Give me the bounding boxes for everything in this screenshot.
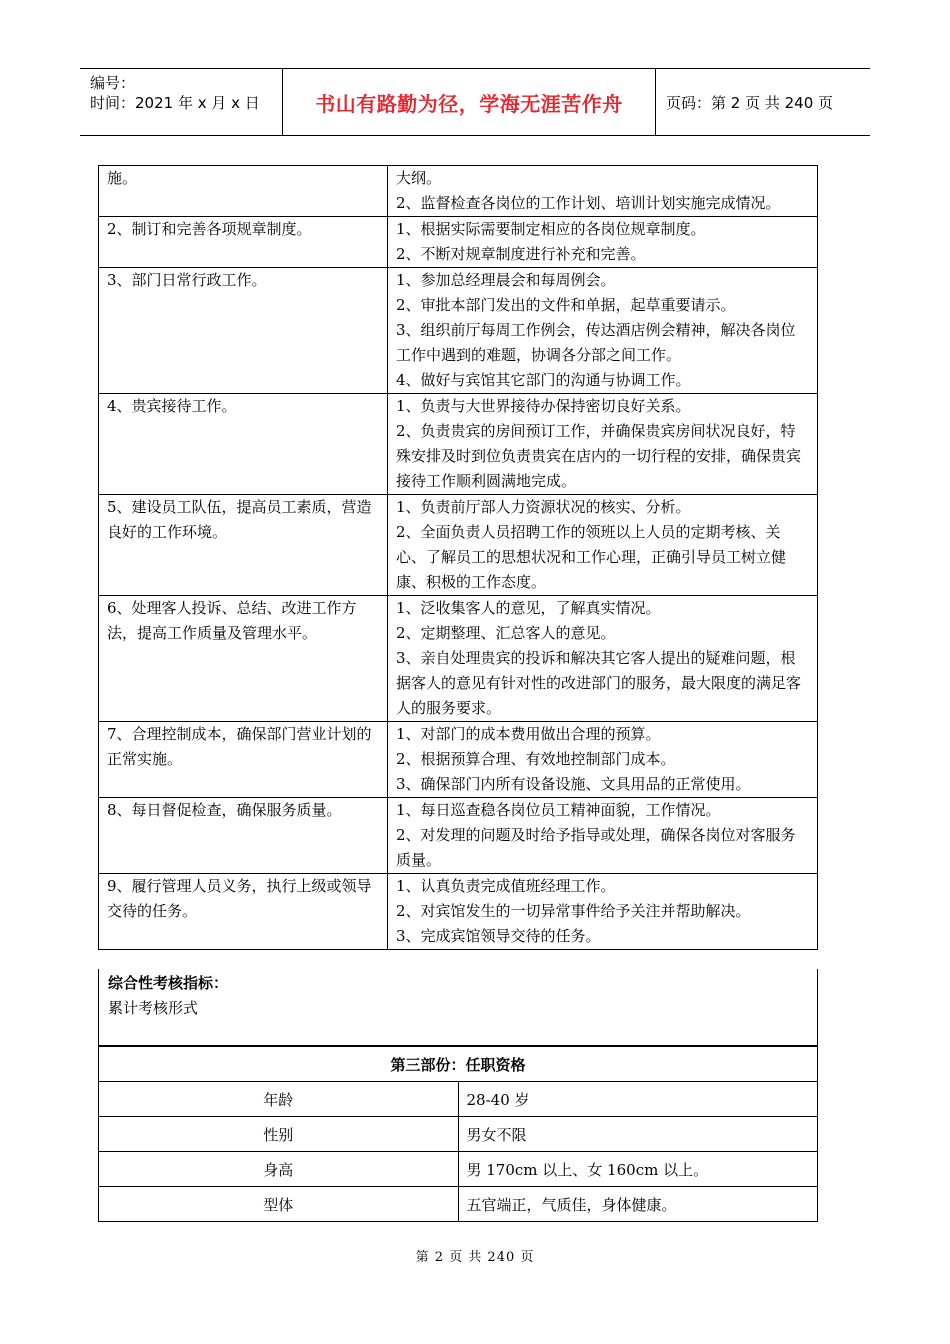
duty-task: 5、建设员工队伍，提高员工素质，营造良好的工作环境。: [99, 495, 388, 596]
duty-detail-line: 1、对部门的成本费用做出合理的预算。: [396, 725, 661, 743]
duty-details: [388, 394, 818, 495]
qualifications-table: [98, 1046, 818, 1222]
duty-detail-line: 1、认真负责完成值班经理工作。: [396, 877, 616, 895]
duty-task: 7、合理控制成本，确保部门营业计划的正常实施。: [99, 722, 388, 798]
duty-details: [388, 166, 818, 217]
qualification-row: [99, 1082, 818, 1117]
duty-detail-line: 2、根据预算合理、有效地控制部门成本。: [396, 750, 676, 768]
qualification-label: 性别: [99, 1117, 459, 1152]
duty-detail-line: 2、定期整理、汇总客人的意见。: [396, 624, 616, 642]
duty-row: [99, 166, 818, 217]
duty-task: 施。: [99, 166, 388, 217]
duty-detail-line: 1、每日巡查稳各岗位员工精神面貌，工作情况。: [396, 801, 721, 819]
duty-detail-line: 1、根据实际需要制定相应的各岗位规章制度。: [396, 220, 706, 238]
duty-detail-line: 2、审批本部门发出的文件和单据，起草重要请示。: [396, 296, 736, 314]
duty-task: 4、贵宾接待工作。: [99, 394, 388, 495]
qualification-value: 28-40 岁: [458, 1082, 818, 1117]
duty-detail-line: 1、负责前厅部人力资源状况的核实、分析。: [396, 498, 691, 516]
duty-detail-line: 1、泛收集客人的意见，了解真实情况。: [396, 599, 661, 617]
duty-row: [99, 798, 818, 874]
duty-detail-line: 2、对发理的问题及时给予指导或处理，确保各岗位对客服务质量。: [396, 826, 796, 869]
duty-detail-line: 1、参加总经理晨会和每周例会。: [396, 271, 616, 289]
qualifications-title-row: [99, 1047, 818, 1082]
qualification-value: 男 170cm 以上、女 160cm 以上。: [458, 1152, 818, 1187]
duties-table: [98, 165, 818, 950]
qualification-label: 年龄: [99, 1082, 459, 1117]
qualification-row: [99, 1117, 818, 1152]
summary-title: 综合性考核指标：: [108, 974, 229, 992]
duty-detail-line: 3、确保部门内所有设备设施、文具用品的正常使用。: [396, 775, 751, 793]
header-motto: 书山有路勤为径，学海无涯苦作舟: [282, 69, 656, 135]
duty-row: [99, 874, 818, 950]
duty-detail-line: 大纲。: [396, 169, 442, 187]
qualification-value: 男女不限: [458, 1117, 818, 1152]
duty-detail-line: 4、做好与宾馆其它部门的沟通与协调工作。: [396, 371, 691, 389]
header-meta: [80, 69, 282, 135]
summary-block: [98, 969, 818, 1046]
number-label: 编号：: [90, 74, 136, 92]
duty-detail-line: 3、亲自处理贵宾的投诉和解决其它客人提出的疑难问题，根据客人的意见有针对性的改进部门的服务，最大限度的满足客人的服务要求。: [396, 649, 802, 717]
duty-details: [388, 495, 818, 596]
duty-row: [99, 268, 818, 394]
duty-detail-line: 2、监督检查各岗位的工作计划、培训计划实施完成情况。: [396, 194, 781, 212]
duty-detail-line: 2、对宾馆发生的一切异常事件给予关注并帮助解决。: [396, 902, 751, 920]
duty-detail-line: 3、完成宾馆领导交待的任务。: [396, 927, 601, 945]
duty-details: [388, 596, 818, 722]
duty-detail-line: 2、负责贵宾的房间预订工作，并确保贵宾房间状况良好，特殊安排及时到位负责贵宾在店内的一切行程的安排，确保贵宾接待工作顺利圆满地完成。: [396, 422, 802, 490]
duty-row: [99, 495, 818, 596]
duty-detail-line: 1、负责与大世界接待办保持密切良好关系。: [396, 397, 691, 415]
duty-details: [388, 798, 818, 874]
duty-task: 8、每日督促检查，确保服务质量。: [99, 798, 388, 874]
duty-row: [99, 722, 818, 798]
duty-task: 6、处理客人投诉、总结、改进工作方法，提高工作质量及管理水平。: [99, 596, 388, 722]
duty-row: [99, 596, 818, 722]
duty-task: 2、制订和完善各项规章制度。: [99, 217, 388, 268]
summary-text: 累计考核形式: [108, 999, 199, 1017]
time-label: 时间：2021 年 x 月 x 日: [90, 94, 260, 112]
qualification-label: 型体: [99, 1187, 459, 1222]
page-header: [80, 68, 870, 136]
page-footer: 第 2 页 共 240 页: [415, 1250, 535, 1265]
duty-details: [388, 217, 818, 268]
duty-task: 3、部门日常行政工作。: [99, 268, 388, 394]
duty-task: 9、履行管理人员义务，执行上级或领导交待的任务。: [99, 874, 388, 950]
duty-detail-line: 2、全面负责人员招聘工作的领班以上人员的定期考核、关心、了解员工的思想状况和工作心理，正确引导员工树立健康、积极的工作态度。: [396, 523, 787, 591]
qualification-row: [99, 1187, 818, 1222]
duty-details: [388, 874, 818, 950]
qualification-row: [99, 1152, 818, 1187]
qualifications-title: 第三部份：任职资格: [99, 1047, 818, 1082]
header-page-info: 页码：第 2 页 共 240 页: [666, 93, 834, 112]
qualification-value: 五官端正，气质佳，身体健康。: [458, 1187, 818, 1222]
qualification-label: 身高: [99, 1152, 459, 1187]
duty-detail-line: 3、组织前厅每周工作例会，传达酒店例会精神，解决各岗位工作中遇到的难题，协调各分部之间工作。: [396, 321, 796, 364]
duty-detail-line: 2、不断对规章制度进行补充和完善。: [396, 245, 646, 263]
duty-details: [388, 268, 818, 394]
duty-row: [99, 394, 818, 495]
duty-row: [99, 217, 818, 268]
duty-details: [388, 722, 818, 798]
